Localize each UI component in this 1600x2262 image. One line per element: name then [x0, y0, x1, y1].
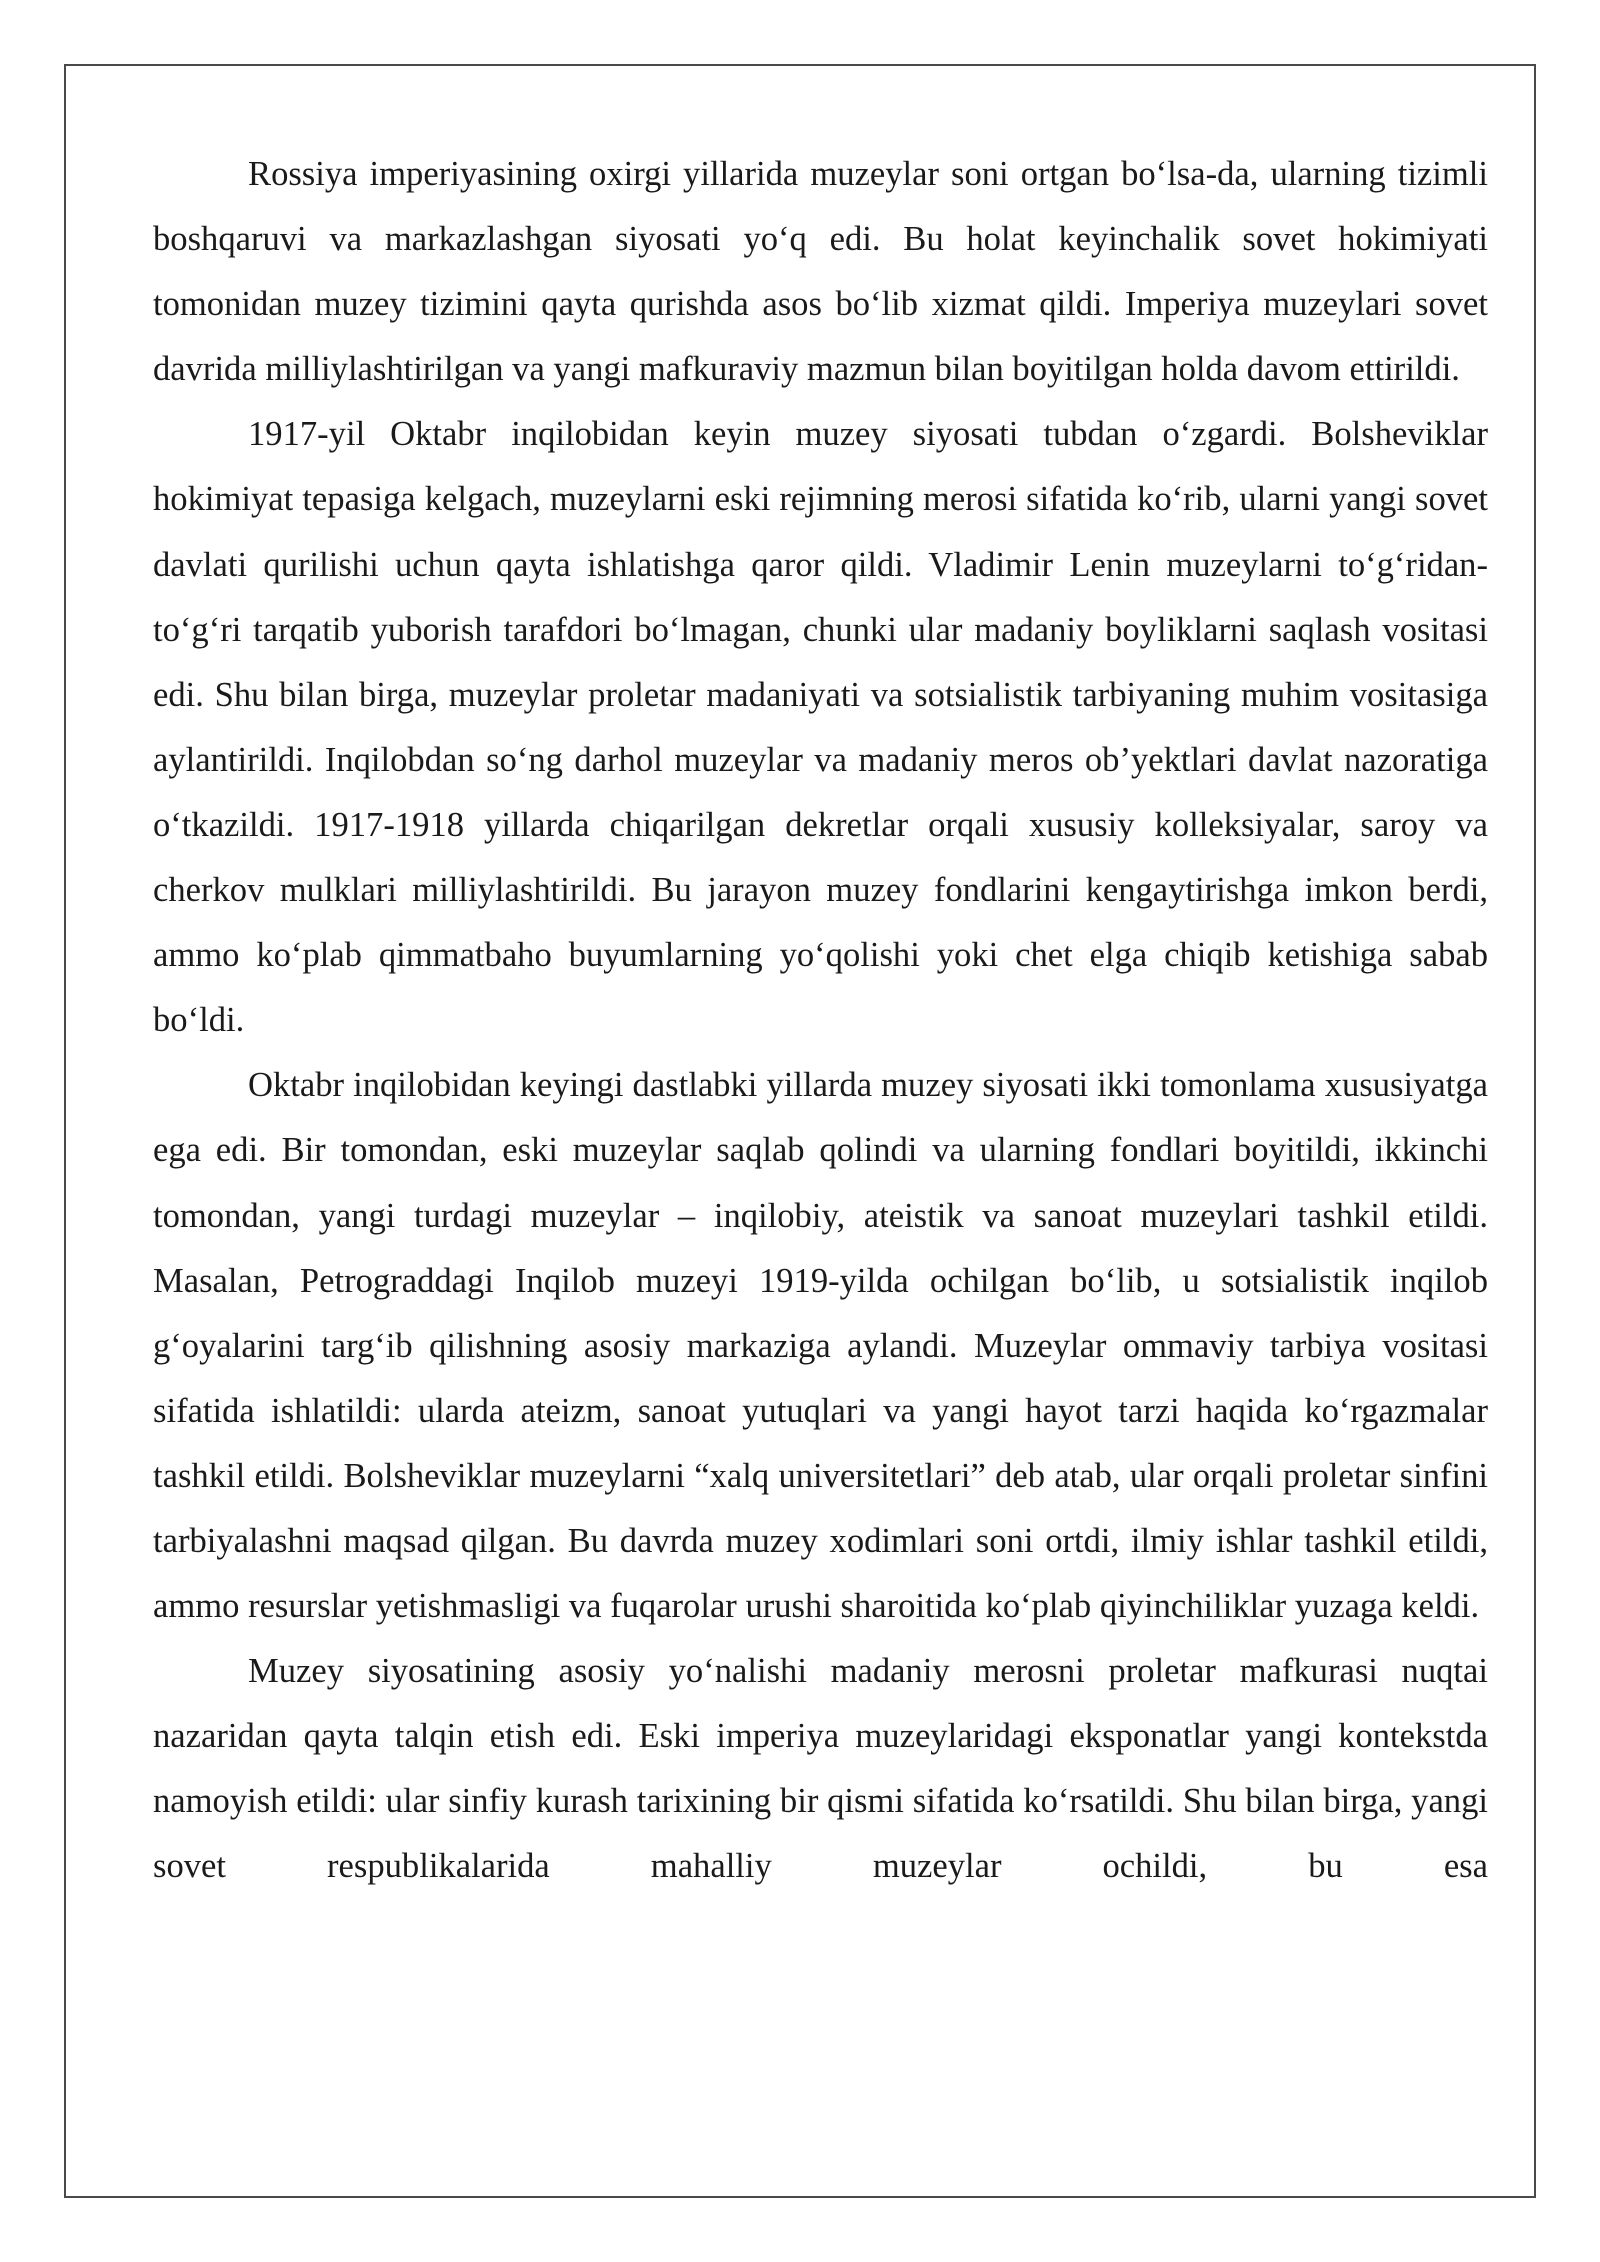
paragraph-4: Muzey siyosatining asosiy yo‘nalishi madaniy merosni proletar mafkurasi nuqtai nazaridan qayta talqin etish edi. Eski imperiya muzeylaridagi eksponatlar yangi kontekstda namoyish etildi: ular sinfiy kurash tarixining bir qismi sifatida ko‘rsatildi. Shu bilan birga, yangi sovet respublikalarida mahalliy muzeylar ochildi, bu esa — [153, 1652, 1488, 1886]
paragraph-2: 1917-yil Oktabr inqilobidan keyin muzey siyosati tubdan o‘zgardi. Bolsheviklar hokimiyat tepasiga kelgach, muzeylarni eski rejimning merosi sifatida ko‘rib, ularni yangi sovet davlati qurilishi uchun qayta ishlatishga qaror qildi. Vladimir Lenin muzeylarni to‘g‘ridan-to‘g‘ri tarqatib yuborish tarafdori bo‘lmagan, chunki ular madaniy boyliklarni saqlash vositasi edi. Shu bilan birga, muzeylar proletar madaniyati va sotsialistik tarbiyaning muhim vositasiga aylantirildi. Inqilobdan so‘ng darhol muzeylar va madaniy meros ob’yektlari davlat nazoratiga o‘tkazildi. 1917-1918 yillarda chiqarilgan dekretlar orqali xususiy kolleksiyalar, saroy va cherkov mulklari milliylashtirildi. Bu jarayon muzey fondlarini kengaytirishga imkon berdi, ammo ko‘plab qimmatbaho buyumlarning yo‘qolishi yoki chet elga chiqib ketishiga sabab bo‘ldi. — [153, 415, 1488, 1040]
paragraph-3: Oktabr inqilobidan keyingi dastlabki yillarda muzey siyosati ikki tomonlama xususiyatga ega edi. Bir tomondan, eski muzeylar saqlab qolindi va ularning fondlari boyitildi, ikkinchi tomondan, yangi turdagi muzeylar – inqilobiy, ateistik va sanoat muzeylari tashkil etildi. Masalan, Petrograddagi Inqilob muzeyi 1919-yilda ochilgan bo‘lib, u sotsialistik inqilob g‘oyalarini targ‘ib qilishning asosiy markaziga aylandi. Muzeylar ommaviy tarbiya vositasi sifatida ishlatildi: ularda ateizm, sanoat yutuqlari va yangi hayot tarzi haqida ko‘rgazmalar tashkil etildi. Bolsheviklar muzeylarni “xalq universitetlari” deb atab, ular orqali proletar sinfini tarbiyalashni maqsad qilgan. Bu davrda muzey xodimlari soni ortdi, ilmiy ishlar tashkil etildi, ammo resurslar yetishmasligi va fuqarolar urushi sharoitida ko‘plab qiyinchiliklar yuzaga keldi. — [153, 1066, 1488, 1626]
document-body — [153, 142, 1488, 1900]
paragraph-1: Rossiya imperiyasining oxirgi yillarida muzeylar soni ortgan bo‘lsa-da, ularning tizimli boshqaruvi va markazlashgan siyosati yo‘q edi. Bu holat keyinchalik sovet hokimiyati tomonidan muzey tizimini qayta qurishda asos bo‘lib xizmat qildi. Imperiya muzeylari sovet davrida milliylashtirilgan va yangi mafkuraviy mazmun bilan boyitilgan holda davom ettirildi. — [153, 155, 1488, 389]
